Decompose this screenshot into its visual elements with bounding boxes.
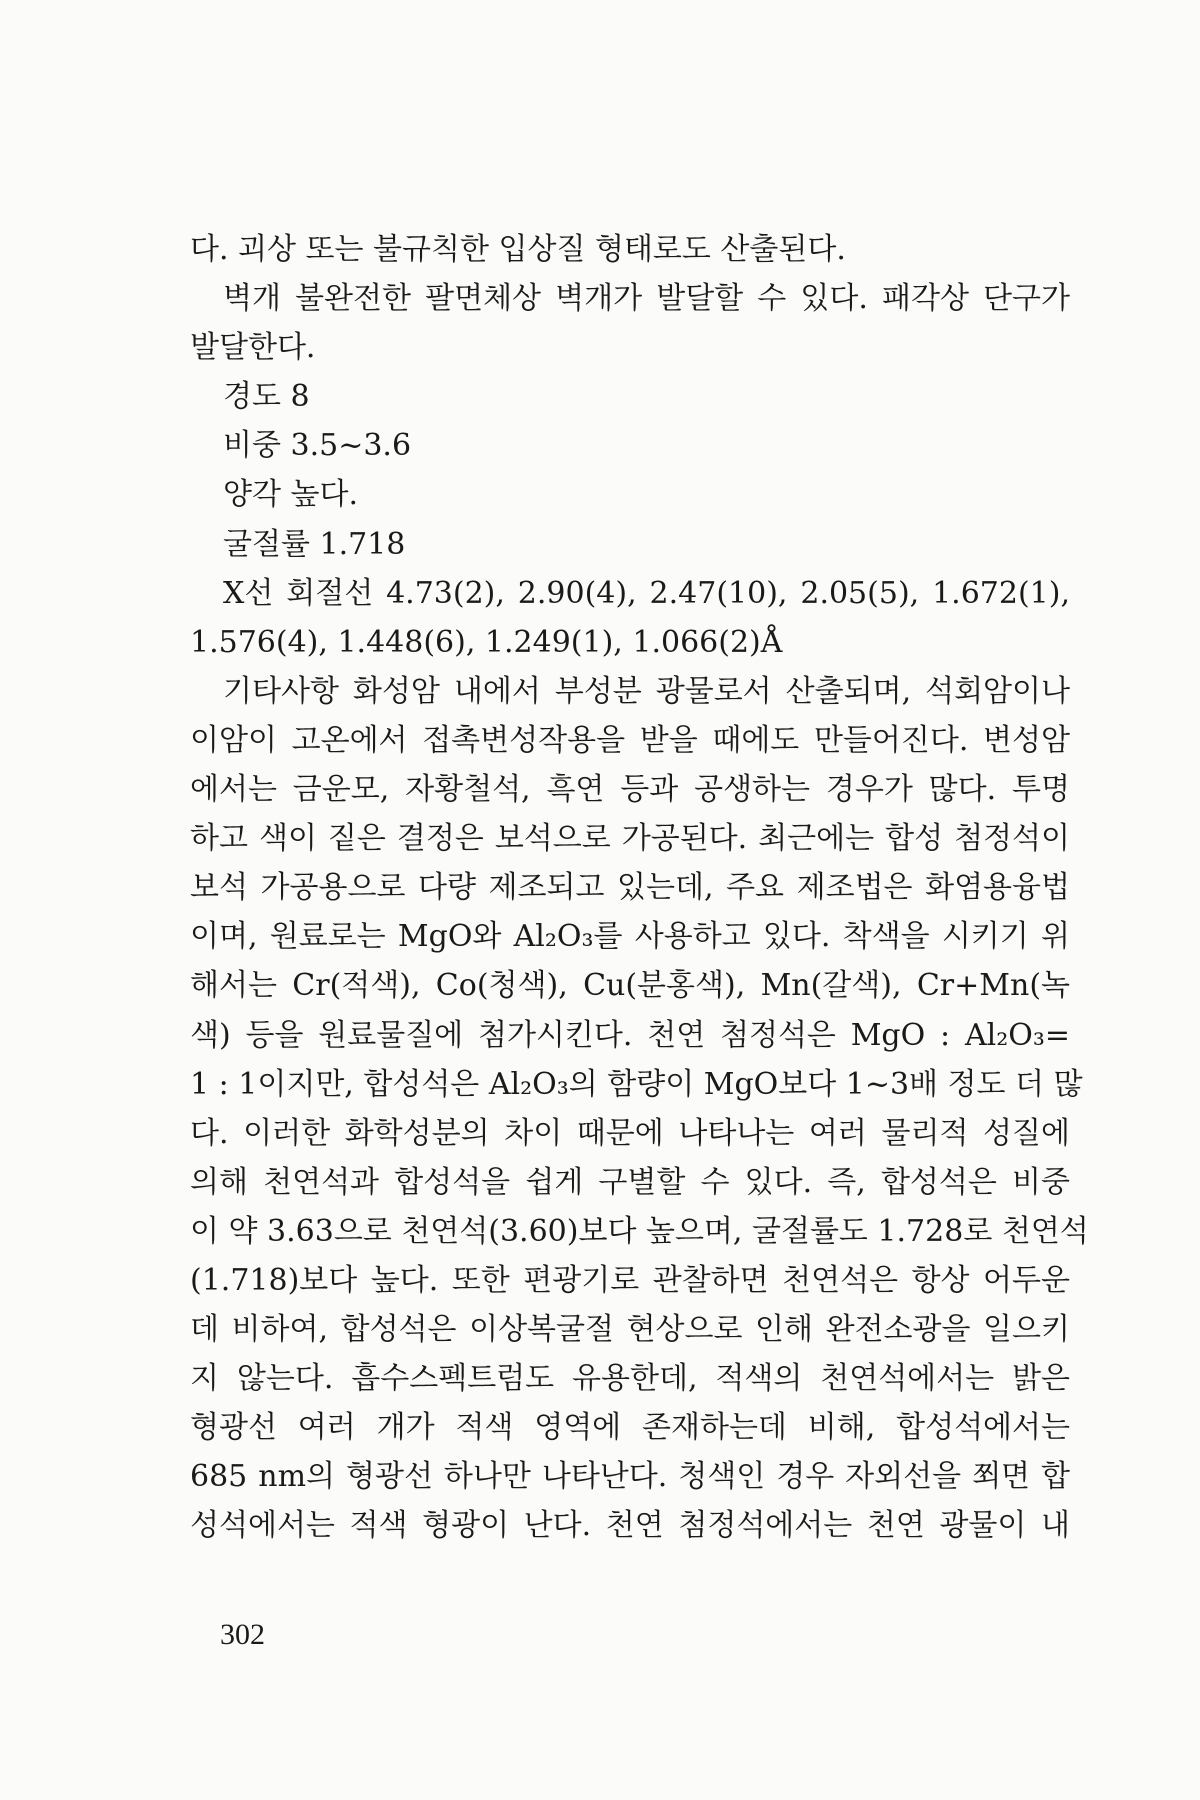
text-line: 형광선 여러 개가 적색 영역에 존재하는데 비해, 합성석에서는 <box>190 1410 1070 1446</box>
text-line: 685 nm의 형광선 하나만 나타난다. 청색인 경우 자외선을 쬐면 합 <box>190 1459 1070 1495</box>
text-line: 하고 색이 짙은 결정은 보석으로 가공된다. 최근에는 합성 첨정석이 <box>190 821 1070 857</box>
text-line: 다. 이러한 화학성분의 차이 때문에 나타나는 여러 물리적 성질에 <box>190 1115 1070 1151</box>
text-line: 지 않는다. 흡수스펙트럼도 유용한데, 적색의 천연석에서는 밝은 <box>190 1361 1070 1397</box>
page-number: 302 <box>220 1618 265 1651</box>
text-line: 양각 높다. <box>223 477 358 513</box>
text-line: 색) 등을 원료물질에 첨가시킨다. 천연 첨정석은 MgO : Al₂O₃= <box>190 1017 1070 1053</box>
body-text <box>190 225 1089 1551</box>
text-line: (1.718)보다 높다. 또한 편광기로 관찰하면 천연석은 항상 어두운 <box>190 1262 1070 1298</box>
text-line: 보석 가공용으로 다량 제조되고 있는데, 주요 제조법은 화염용융법 <box>190 870 1070 906</box>
text-line: 이 약 3.63으로 천연석(3.60)보다 높으며, 굴절률도 1.728로 천연석 <box>190 1213 1089 1249</box>
text-line: 해서는 Cr(적색), Co(청색), Cu(분홍색), Mn(갈색), Cr+Mn(녹 <box>190 968 1070 1004</box>
text-line: 굴절률 1.718 <box>223 526 406 562</box>
text-line: 의해 천연석과 합성석을 쉽게 구별할 수 있다. 즉, 합성석은 비중 <box>190 1164 1070 1200</box>
text-line: 벽개 불완전한 팔면체상 벽개가 발달할 수 있다. 패각상 단구가 <box>223 281 1070 317</box>
text-line: 1 : 1이지만, 합성석은 Al₂O₃의 함량이 MgO보다 1~3배 정도 더 많 <box>190 1066 1083 1102</box>
text-line: 기타사항 화성암 내에서 부성분 광물로서 산출되며, 석회암이나 <box>223 673 1070 709</box>
text-line: 다. 괴상 또는 불규칙한 입상질 형태로도 산출된다. <box>190 232 846 267</box>
text-line: 데 비하여, 합성석은 이상복굴절 현상으로 인해 완전소광을 일으키 <box>190 1312 1070 1348</box>
text-line: 비중 3.5~3.6 <box>223 428 412 464</box>
text-line: 1.576(4), 1.448(6), 1.249(1), 1.066(2)Å <box>190 624 783 660</box>
text-line: 성석에서는 적색 형광이 난다. 천연 첨정석에서는 천연 광물이 내 <box>190 1508 1070 1544</box>
text-line: 발달한다. <box>190 330 316 366</box>
text-line: X선 회절선 4.73(2), 2.90(4), 2.47(10), 2.05(5), 1.672(1), <box>223 575 1070 611</box>
text-line: 경도 8 <box>223 379 310 415</box>
text-line: 에서는 금운모, 자황철석, 흑연 등과 공생하는 경우가 많다. 투명 <box>190 772 1070 808</box>
text-line: 이암이 고온에서 접촉변성작용을 받을 때에도 만들어진다. 변성암 <box>190 722 1070 758</box>
text-line: 이며, 원료로는 MgO와 Al₂O₃를 사용하고 있다. 착색을 시키기 위 <box>190 919 1070 955</box>
